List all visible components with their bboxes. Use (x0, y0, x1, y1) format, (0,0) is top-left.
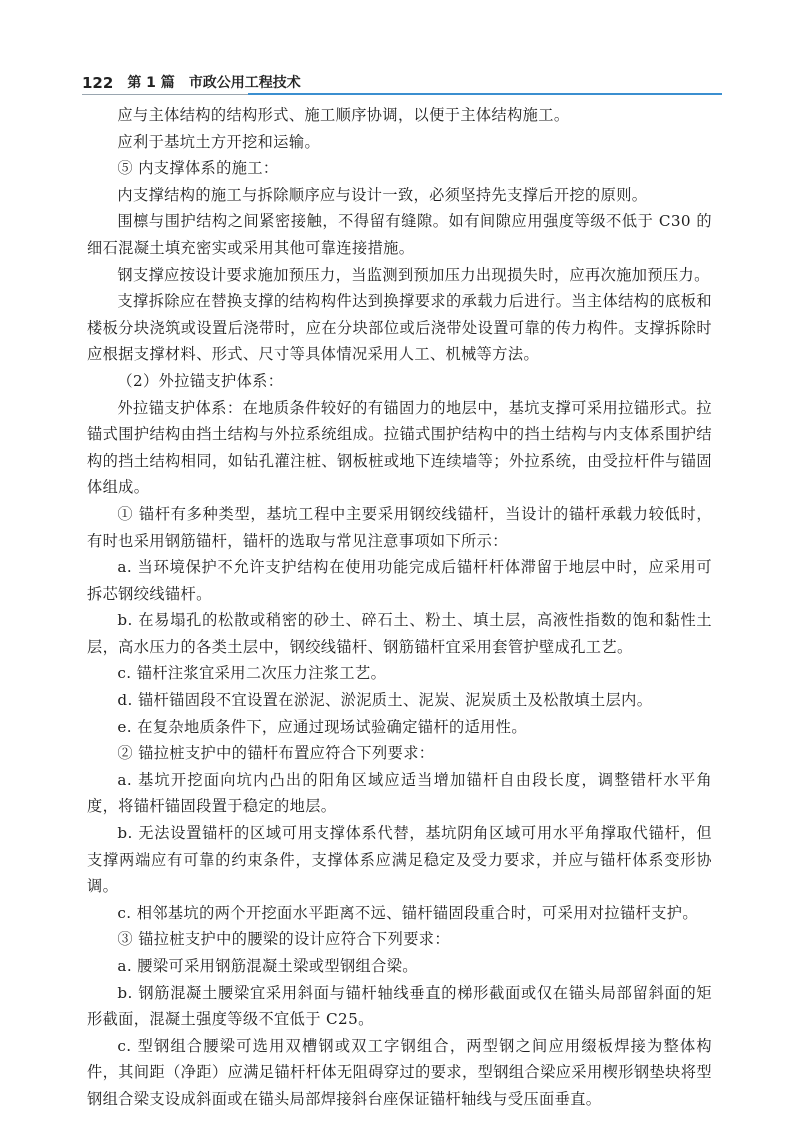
list-item: c. 型钢组合腰梁可选用双槽钢或双工字钢组合，两型钢之间应用缀板焊接为整体构件，其间距（净距）应满足锚杆杆体无阻碍穿过的要求，型钢组合梁应采用楔形钢垫块将型钢组合梁支设成斜面或在锚头局部焊接斜台座保证锚杆轴线与受压面垂直。 (87, 1036, 712, 1108)
list-item: c. 锚杆注浆宜采用二次压力注浆工艺。 (117, 664, 387, 683)
section-heading: ② 锚拉桩支护中的锚杆布置应符合下列要求： (117, 744, 435, 763)
paragraph: 应利于基坑土方开挖和运输。 (117, 132, 321, 151)
list-item: b. 钢筋混凝土腰梁宜采用斜面与锚杆轴线垂直的梯形截面或仅在锚头局部留斜面的矩形截面，混凝土强度等级不宜低于 C25。 (87, 983, 712, 1029)
header-title: 市政公用工程技术 (188, 75, 301, 91)
section-heading: ⑤ 内支撑体系的施工： (117, 159, 279, 178)
list-item: a. 基坑开挖面向坑内凸出的阳角区域应适当增加锚杆自由段长度，调整错杆水平角度，将锚杆锚固段置于稳定的地层。 (87, 770, 712, 816)
list-item: e. 在复杂地质条件下，应通过现场试验确定锚杆的适用性。 (117, 717, 527, 736)
body-text (87, 102, 712, 1113)
section-heading: （2）外拉锚支护体系： (117, 371, 284, 390)
paragraph: 内支撑结构的施工与拆除顺序应与设计一致，必须坚持先支撑后开挖的原则。 (117, 185, 648, 204)
header-rule-gray (82, 94, 248, 95)
list-item: a. 当环境保护不允许支护结构在使用功能完成后锚杆杆体滞留于地层中时，应采用可拆芯钢绞线锚杆。 (87, 558, 712, 603)
paragraph: 应与主体结构的结构形式、施工顺序协调，以便于主体结构施工。 (117, 106, 570, 124)
running-header (82, 66, 722, 92)
list-item: d. 锚杆锚固段不宜设置在淤泥、淤泥质土、泥炭、泥炭质土及松散填土层内。 (117, 691, 653, 710)
paragraph: 支撑拆除应在替换支撑的结构构件达到换撑要求的承载力后进行。当主体结构的底板和楼板分块浇筑或设置后浇带时，应在分块部位或后浇带处设置可靠的传力构件。支撑拆除时应根据支撑材料、形式、尺寸等具体情况采用人工、机械等方法。 (87, 292, 712, 364)
list-item: a. 腰梁可采用钢筋混凝土梁或型钢组合梁。 (117, 957, 418, 975)
paragraph: 外拉锚支护体系：在地质条件较好的有锚固力的地层中，基坑支撑可采用拉锚形式。拉锚式围护结构由挡土结构与外拉系统组成。拉锚式围护结构中的挡土结构与内支体系围护结构的挡土结构相同，如钻孔灌注桩、钢板桩或地下连续墙等；外拉系统，由受拉杆件与锚固体组成。 (87, 398, 712, 497)
list-item: b. 无法设置锚杆的区域可用支撑体系代替，基坑阴角区域可用水平角撑取代锚杆，但支撑两端应有可靠的约束条件，支撑体系应满足稳定及受力要求，并应与锚杆体系变形协调。 (87, 824, 712, 896)
paragraph: 钢支撑应按设计要求施加预压力，当监测到预加压力出现损失时，应再次施加预压力。 (117, 265, 710, 284)
paragraph: 围檩与围护结构之间紧密接触，不得留有缝隙。如有间隙应用强度等级不低于 C30 的细石混凝土填充密实或采用其他可靠连接措施。 (87, 212, 712, 257)
part-label: 第 1 篇 (127, 75, 175, 91)
paragraph: ① 锚杆有多种类型，基坑工程中主要采用钢绞线锚杆，当设计的锚杆承载力较低时，有时也采用钢筋锚杆，锚杆的选取与常见注意事项如下所示： (87, 504, 712, 550)
page-number: 122 (82, 74, 114, 92)
section-heading: ③ 锚拉桩支护中的腰梁的设计应符合下列要求： (117, 930, 450, 949)
header-rule-blue (248, 93, 722, 95)
list-item: c. 相邻基坑的两个开挖面水平距离不远、锚杆锚固段重合时，可采用对拉锚杆支护。 (117, 903, 698, 922)
list-item: b. 在易塌孔的松散或稍密的砂土、碎石土、粉土、填土层，高液性指数的饱和黏性土层，高水压力的各类土层中，钢绞线锚杆、钢筋锚杆宜采用套管护壁成孔工艺。 (87, 611, 712, 656)
